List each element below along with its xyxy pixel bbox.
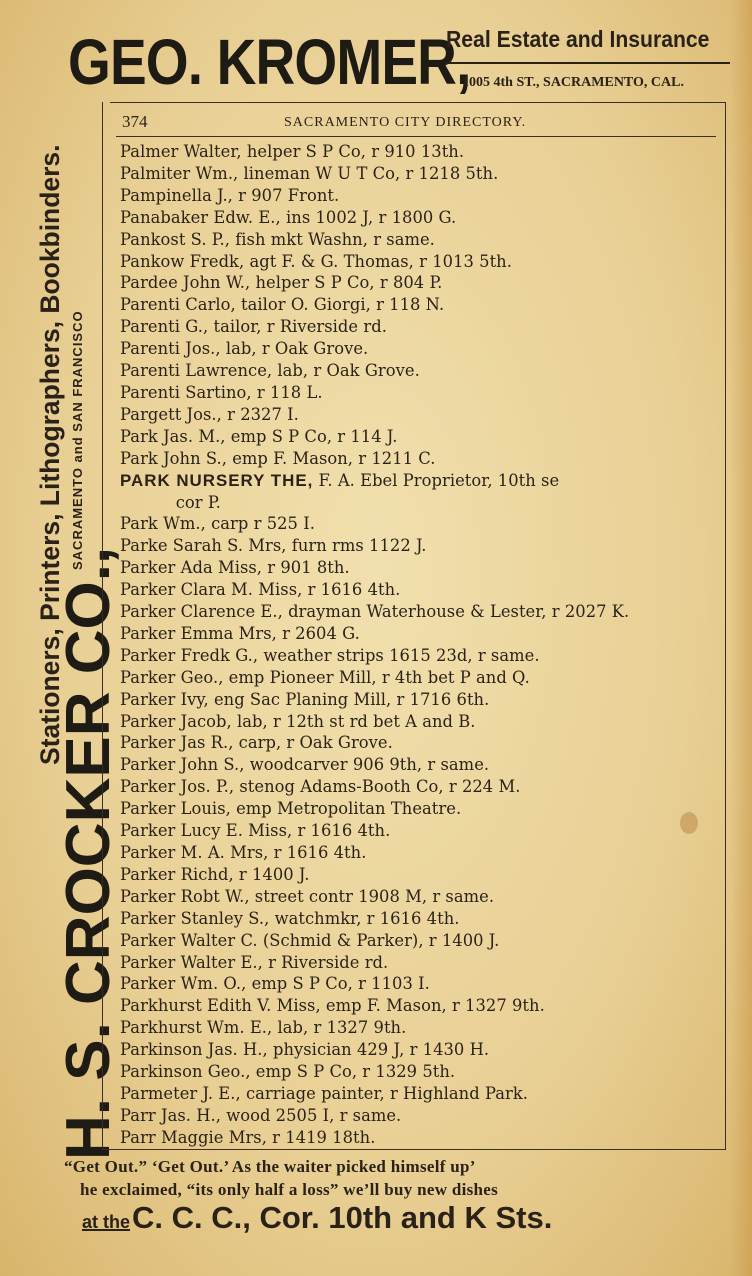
directory-entry: Parker Walter C. (Schmid & Parker), r 1400 J. — [120, 930, 500, 950]
directory-entry: Park John S., emp F. Mason, r 1211 C. — [120, 448, 436, 468]
bold-entry-detail: F. A. Ebel Proprietor, 10th se — [313, 470, 560, 490]
directory-entry: Parker John S., woodcarver 906 9th, r same. — [120, 755, 490, 775]
bold-entry-name: PARK NURSERY THE, — [120, 470, 314, 490]
directory-entry: Parker Walter E., r Riverside rd. — [120, 952, 389, 972]
running-head-rule — [116, 136, 716, 137]
directory-entry: Parr Maggie Mrs, r 1419 18th. — [120, 1127, 376, 1147]
directory-entry: Parker Jacob, lab, r 12th st rd bet A and B. — [120, 711, 476, 731]
directory-entry: Parkhurst Wm. E., lab, r 1327 9th. — [120, 1018, 407, 1038]
side-ad-trades: Stationers, Printers, Lithographers, Bookbinders. — [35, 144, 65, 766]
directory-entry: Parker Fredk G., weather strips 1615 23d, r same. — [120, 645, 540, 665]
directory-entry: Parr Jas. H., wood 2505 I, r same. — [120, 1105, 402, 1125]
directory-entry: Parkhurst Edith V. Miss, emp F. Mason, r 1327 9th. — [120, 996, 545, 1016]
directory-entry: Panabaker Edw. E., ins 1002 J, r 1800 G. — [120, 207, 457, 227]
directory-entry: Palmer Walter, helper S P Co, r 910 13th. — [120, 142, 465, 161]
directory-entry: Parker Clarence E., drayman Waterhouse & Lester, r 2027 K. — [120, 602, 630, 622]
directory-entry: Parke Sarah S. Mrs, furn rms 1122 J. — [120, 536, 427, 556]
directory-entry: Parker Robt W., street contr 1908 M, r same. — [120, 886, 495, 906]
directory-entry: Pankost S. P., fish mkt Washn, r same. — [120, 229, 435, 249]
directory-entry: Parkinson Jas. H., physician 429 J, r 1430 H. — [120, 1040, 490, 1060]
directory-entry: Parker Lucy E. Miss, r 1616 4th. — [120, 821, 391, 841]
directory-entry: Parenti Jos., lab, r Oak Grove. — [120, 339, 369, 359]
directory-entry: Parker Geo., emp Pioneer Mill, r 4th bet P and Q. — [120, 667, 530, 687]
directory-entry: Parker Stanley S., watchmkr, r 1616 4th. — [120, 908, 460, 928]
header-rule — [446, 62, 730, 64]
directory-entry: Parenti G., tailor, r Riverside rd. — [120, 317, 387, 337]
directory-entry: Parenti Carlo, tailor O. Giorgi, r 118 N. — [120, 295, 445, 315]
directory-entry: Parmeter J. E., carriage painter, r Highland Park. — [120, 1083, 529, 1103]
directory-frame-top — [110, 102, 726, 103]
directory-entry-continuation: cor P. — [175, 492, 221, 512]
directory-entry: Pardee John W., helper S P Co, r 804 P. — [120, 273, 443, 293]
side-ad-company: H. S. CROCKER CO., — [54, 546, 123, 1160]
directory-entry: Park Wm., carp r 525 I. — [120, 514, 315, 534]
directory-entry: Parker Ivy, eng Sac Planing Mill, r 1716 6th. — [120, 689, 490, 709]
page-number: 374 — [122, 112, 148, 131]
header-address: 1005 4th ST., SACRAMENTO, CAL. — [462, 75, 684, 90]
directory-entry: Pankow Fredk, agt F. & G. Thomas, r 1013 5th. — [120, 251, 512, 271]
directory-entry: Parker Richd, r 1400 J. — [120, 864, 310, 884]
directory-entry-bold — [120, 470, 721, 492]
footer-ad-line-3 — [82, 1200, 742, 1236]
footer-ad-line-2: he exclaimed, “its only half a loss” we’ll buy new dishes — [80, 1180, 499, 1199]
footer-address: C. C. C., Cor. 10th and K Sts. — [132, 1200, 553, 1235]
directory-entry: Parker Jos. P., stenog Adams-Booth Co, r 224 M. — [120, 777, 521, 797]
running-head: SACRAMENTO CITY DIRECTORY. — [284, 115, 527, 130]
directory-entry: Parker M. A. Mrs, r 1616 4th. — [120, 843, 367, 862]
directory-entry: Parkinson Geo., emp S P Co, r 1329 5th. — [120, 1062, 456, 1082]
directory-entry: Parker Ada Miss, r 901 8th. — [120, 558, 350, 578]
directory-entry: Parker Emma Mrs, r 2604 G. — [120, 623, 360, 643]
directory-entry: Parker Louis, emp Metropolitan Theatre. — [120, 799, 462, 819]
page-edge-shading — [730, 0, 752, 1276]
directory-entry: Pargett Jos., r 2327 I. — [120, 404, 299, 424]
directory-entry: Parker Clara M. Miss, r 1616 4th. — [120, 580, 401, 600]
directory-entry: Parker Jas R., carp, r Oak Grove. — [120, 733, 393, 753]
directory-entry: Parker Wm. O., emp S P Co, r 1103 I. — [120, 974, 430, 994]
directory-entry: Pampinella J., r 907 Front. — [120, 185, 340, 205]
side-ad-cities: SACRAMENTO and SAN FRANCISCO — [70, 310, 85, 570]
directory-entry: Park Jas. M., emp S P Co, r 114 J. — [120, 426, 398, 446]
header-advertiser-name: GEO. KROMER, — [68, 26, 471, 98]
footer-at-the: at the — [82, 1212, 131, 1232]
footer-ad-line-1: “Get Out.” ‘Get Out.’ As the waiter picked himself up’ — [64, 1157, 476, 1176]
directory-entry: Parenti Sartino, r 118 L. — [120, 382, 323, 402]
directory-entries — [120, 141, 724, 1149]
directory-entry: Parenti Lawrence, lab, r Oak Grove. — [120, 361, 420, 381]
directory-entry: Palmiter Wm., lineman W U T Co, r 1218 5th. — [120, 163, 499, 183]
header-tagline: Real Estate and Insurance — [446, 26, 710, 52]
